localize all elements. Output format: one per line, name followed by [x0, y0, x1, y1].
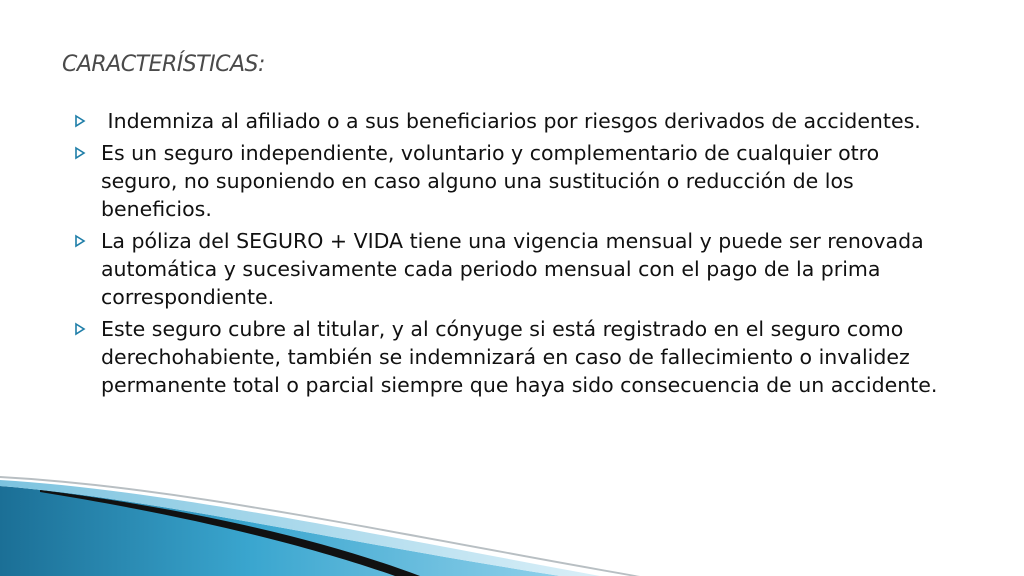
- bullet-item: [74, 315, 954, 399]
- triangle-right-icon: [74, 322, 86, 336]
- bullet-text: Indemniza al afiliado o a sus beneficiarios por riesgos derivados de accidentes.: [101, 109, 921, 133]
- bullet-item: [74, 107, 954, 135]
- triangle-right-icon: [74, 114, 86, 128]
- bullet-item: [74, 227, 954, 311]
- slide-title: CARACTERÍSTICAS:: [62, 52, 265, 77]
- triangle-right-icon: [74, 146, 86, 160]
- bullet-text: Es un seguro independiente, voluntario y complementario de cualquier otro seguro, no suponiendo en caso alguno una sustitución o reducción de los beneficios.: [101, 141, 880, 221]
- bullet-item: [74, 139, 954, 223]
- bullet-text: La póliza del SEGURO + VIDA tiene una vigencia mensual y puede ser renovada automática y sucesivamente cada periodo mensual con el pago de la prima correspondiente.: [101, 229, 924, 309]
- bullet-text: Este seguro cubre al titular, y al cónyuge si está registrado en el seguro como derechohabiente, también se indemnizará en caso de fallecimiento o invalidez permanente total o parcial siempre que haya sido consecuencia de un accidente.: [101, 317, 938, 397]
- triangle-right-icon: [74, 234, 86, 248]
- bullet-list: [74, 107, 954, 403]
- decorative-wave-band: [0, 450, 1024, 576]
